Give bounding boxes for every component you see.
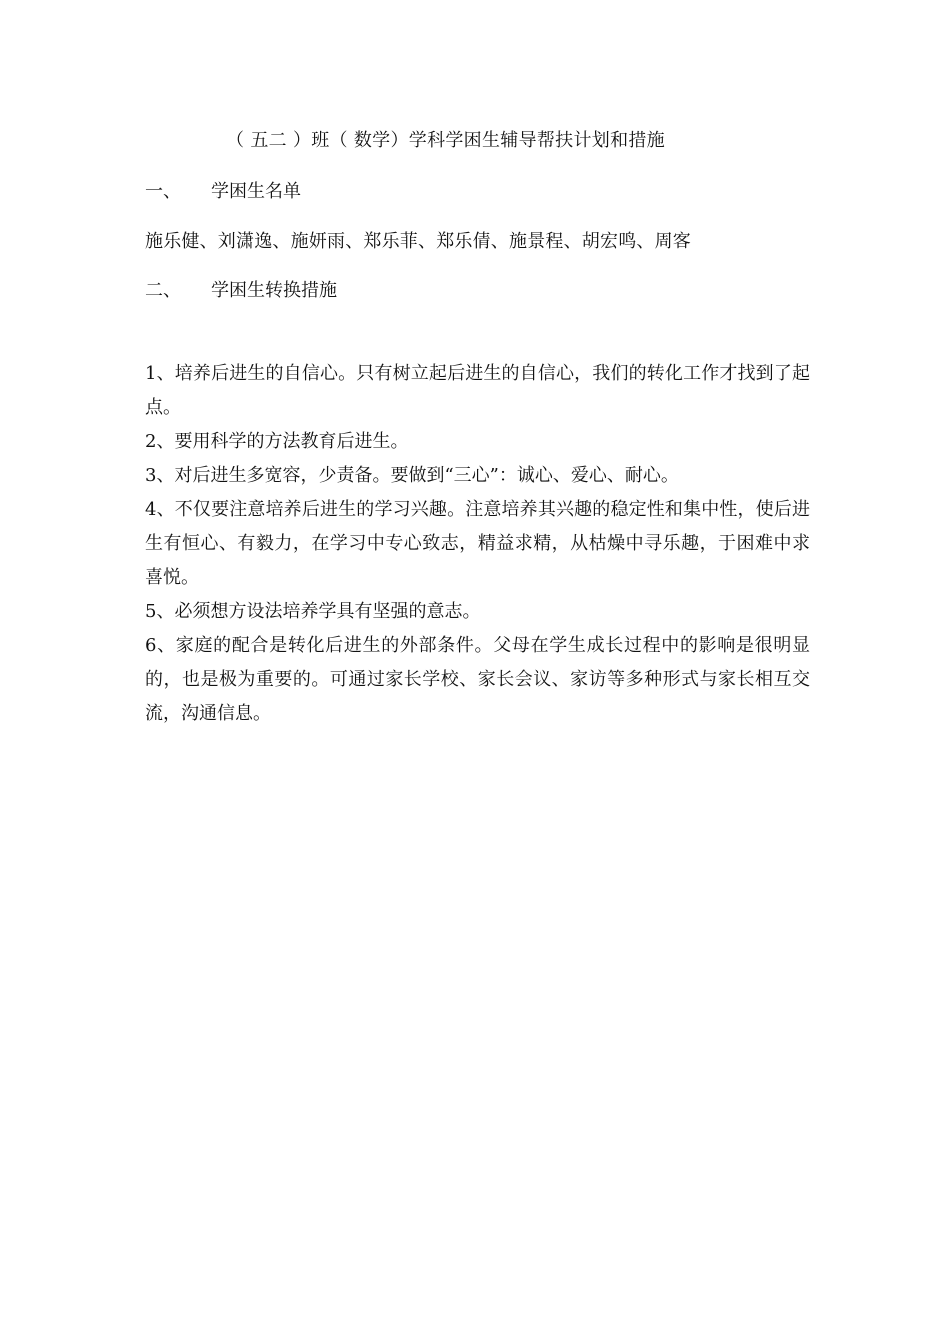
section-number: 一、 [145,181,181,202]
student-name-list: 施乐健、刘潇逸、施妍雨、郑乐菲、郑乐倩、施景程、胡宏鸣、周客 [145,231,691,252]
document-title: （ 五二 ）班（ 数学）学科学困生辅导帮扶计划和措施 [226,130,665,151]
measure-item: 1、培养后进生的自信心。只有树立起后进生的自信心，我们的转化工作才找到了起点。 [145,363,810,418]
section-heading-measures [145,276,337,302]
section-number: 二、 [145,280,181,301]
measure-item: 6、家庭的配合是转化后进生的外部条件。父母在学生成长过程中的影响是很明显的，也是极为重要的。可通过家长学校、家长会议、家访等多种形式与家长相互交流，沟通信息。 [145,635,810,724]
measure-item: 2、要用科学的方法教育后进生。 [145,431,409,452]
section-heading-text: 学困生转换措施 [211,280,337,301]
measure-item: 3、对后进生多宽容，少责备。要做到“三心”：诚心、爱心、耐心。 [145,465,679,486]
section-heading-text: 学困生名单 [211,181,301,202]
measure-item: 5、必须想方设法培养学具有坚强的意志。 [145,601,481,622]
measures-list [145,357,810,731]
measure-item: 4、不仅要注意培养后进生的学习兴趣。注意培养其兴趣的稳定性和集中性，使后进生有恒心、有毅力，在学习中专心致志，精益求精，从枯燥中寻乐趣，于困难中求喜悦。 [145,499,810,588]
section-heading-name-list [145,177,301,203]
